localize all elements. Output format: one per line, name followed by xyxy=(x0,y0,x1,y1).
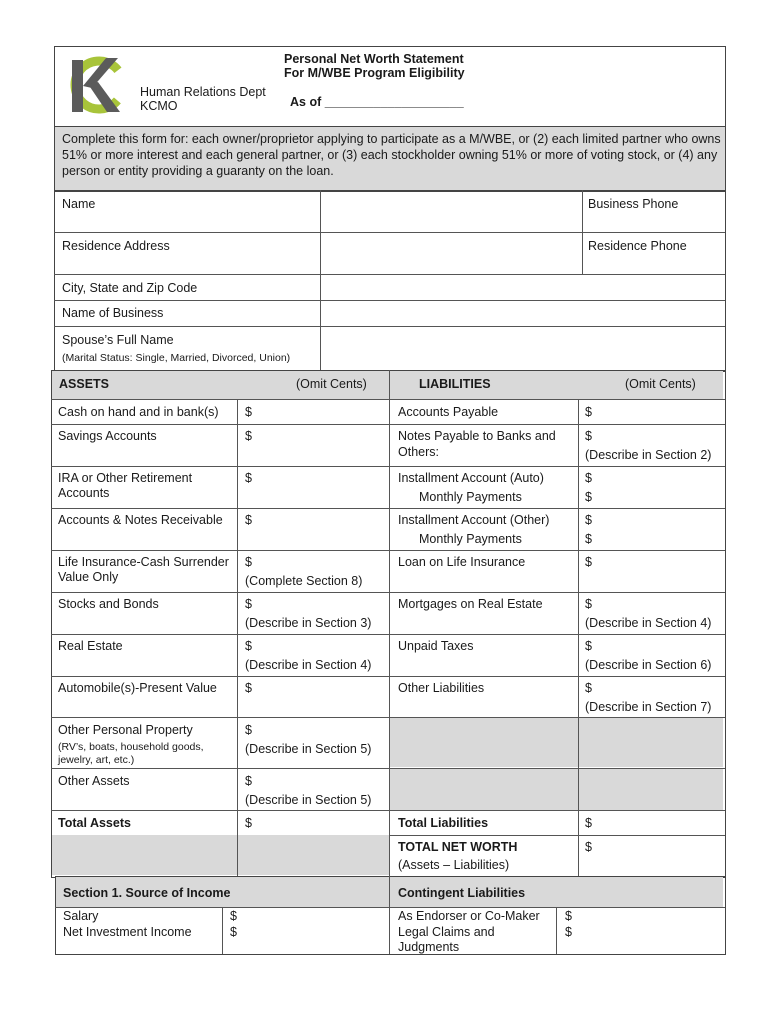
assets-omit-cents: (Omit Cents) xyxy=(296,377,367,391)
installment-auto-label: Installment Account (Auto) xyxy=(398,471,544,485)
cash-amount[interactable]: $ xyxy=(245,405,252,419)
legal-claims-amount[interactable]: $ xyxy=(565,925,572,939)
assets-blank-1 xyxy=(52,835,237,875)
instructions-text: Complete this form for: each owner/proprietor applying to participate as a M/WBE, or (2) each limited partner who owns 51% or more interest and each general partner, or (3) each stockholder owning 51% or more of voting stock, or (4) any person or entity providing a guaranty on the loan. xyxy=(62,132,721,178)
other-assets-label: Other Assets xyxy=(58,774,130,788)
other-personal-property-note: (Describe in Section 5) xyxy=(245,742,372,756)
marital-status-note: (Marital Status: Single, Married, Divorced, Union) xyxy=(62,352,291,364)
section1-title: Section 1. Source of Income xyxy=(63,886,231,900)
net-worth-label: TOTAL NET WORTH xyxy=(398,840,518,854)
liabilities-blank-3 xyxy=(390,768,578,810)
assets-blank-2 xyxy=(238,835,389,875)
notes-payable-label-1: Notes Payable to Banks and xyxy=(398,429,556,443)
notes-payable-label-2: Others: xyxy=(398,445,439,459)
real-estate-label: Real Estate xyxy=(58,639,123,653)
stocks-amount[interactable]: $ xyxy=(245,597,252,611)
form-subtitle: For M/WBE Program Eligibility xyxy=(284,66,465,80)
net-worth-amount[interactable]: $ xyxy=(585,840,592,854)
savings-amount[interactable]: $ xyxy=(245,429,252,443)
unpaid-taxes-amount[interactable]: $ xyxy=(585,639,592,653)
other-liabilities-amount[interactable]: $ xyxy=(585,681,592,695)
installment-other-amount[interactable]: $ xyxy=(585,513,592,527)
life-insurance-note: (Complete Section 8) xyxy=(245,574,363,588)
notes-payable-amount[interactable]: $ xyxy=(585,429,592,443)
ira-amount[interactable]: $ xyxy=(245,471,252,485)
liabilities-blank-2 xyxy=(579,717,723,767)
total-liabilities-amount[interactable]: $ xyxy=(585,816,592,830)
business-name-input[interactable] xyxy=(322,302,722,324)
automobile-amount[interactable]: $ xyxy=(245,681,252,695)
receivable-amount[interactable]: $ xyxy=(245,513,252,527)
real-estate-amount[interactable]: $ xyxy=(245,639,252,653)
mortgages-amount[interactable]: $ xyxy=(585,597,592,611)
receivable-label: Accounts & Notes Receivable xyxy=(58,513,223,527)
salary-amount[interactable]: $ xyxy=(230,909,237,923)
installment-other-label: Installment Account (Other) xyxy=(398,513,550,527)
form-title: Personal Net Worth Statement xyxy=(284,52,464,66)
liabilities-blank-1 xyxy=(390,717,578,767)
loan-life-insurance-label: Loan on Life Insurance xyxy=(398,555,526,569)
business-name-label: Name of Business xyxy=(62,306,164,320)
total-assets-amount[interactable]: $ xyxy=(245,816,252,830)
assets-title: ASSETS xyxy=(59,377,110,391)
ira-label-2: Accounts xyxy=(58,486,110,500)
city-label: KCMO xyxy=(140,99,178,113)
installment-other-monthly-amount[interactable]: $ xyxy=(585,532,592,546)
stocks-note: (Describe in Section 3) xyxy=(245,616,372,630)
city-state-zip-label: City, State and Zip Code xyxy=(62,281,198,295)
residence-address-label: Residence Address xyxy=(62,239,170,253)
other-personal-property-sublabel: (RV’s, boats, household goods, jewelry, art, etc.) xyxy=(58,741,204,766)
life-insurance-amount[interactable]: $ xyxy=(245,555,252,569)
endorser-amount[interactable]: $ xyxy=(565,909,572,923)
ira-label-1: IRA or Other Retirement xyxy=(58,471,193,485)
installment-auto-amount[interactable]: $ xyxy=(585,471,592,485)
mortgages-label: Mortgages on Real Estate xyxy=(398,597,543,611)
contingent-title: Contingent Liabilities xyxy=(398,886,526,900)
other-personal-property-label: Other Personal Property xyxy=(58,723,193,737)
name-input[interactable] xyxy=(322,192,580,230)
unpaid-taxes-label: Unpaid Taxes xyxy=(398,639,474,653)
accounts-payable-amount[interactable]: $ xyxy=(585,405,592,419)
investment-income-amount[interactable]: $ xyxy=(230,925,237,939)
dept-label: Human Relations Dept xyxy=(140,85,266,99)
business-phone-label: Business Phone xyxy=(588,197,679,211)
savings-label: Savings Accounts xyxy=(58,429,157,443)
accounts-payable-label: Accounts Payable xyxy=(398,405,499,419)
liabilities-blank-4 xyxy=(579,768,723,810)
installment-auto-monthly-label: Monthly Payments xyxy=(419,490,522,504)
kcmo-logo xyxy=(64,52,130,118)
residence-phone-label: Residence Phone xyxy=(588,239,687,253)
life-insurance-label-2: Value Only xyxy=(58,570,119,584)
unpaid-taxes-note: (Describe in Section 6) xyxy=(585,658,712,672)
other-liabilities-label: Other Liabilities xyxy=(398,681,485,695)
spouse-name-label: Spouse’s Full Name xyxy=(62,333,174,347)
legal-claims-label-1: Legal Claims and xyxy=(398,925,495,939)
cash-label: Cash on hand and in bank(s) xyxy=(58,405,219,419)
installment-other-monthly-label: Monthly Payments xyxy=(419,532,522,546)
spouse-name-input[interactable] xyxy=(322,328,722,368)
other-assets-amount[interactable]: $ xyxy=(245,774,252,788)
automobile-label: Automobile(s)-Present Value xyxy=(58,681,217,695)
liabilities-omit-cents: (Omit Cents) xyxy=(625,377,696,391)
installment-auto-monthly-amount[interactable]: $ xyxy=(585,490,592,504)
net-worth-sublabel: (Assets – Liabilities) xyxy=(398,858,510,872)
notes-payable-note: (Describe in Section 2) xyxy=(585,448,712,462)
legal-claims-label-2: Judgments xyxy=(398,940,460,954)
stocks-label: Stocks and Bonds xyxy=(58,597,159,611)
as-of-field[interactable]: As of ____________________ xyxy=(290,95,464,109)
liabilities-title: LIABILITIES xyxy=(419,377,491,391)
other-personal-property-amount[interactable]: $ xyxy=(245,723,252,737)
real-estate-note: (Describe in Section 4) xyxy=(245,658,372,672)
name-label: Name xyxy=(62,197,96,211)
mortgages-note: (Describe in Section 4) xyxy=(585,616,712,630)
total-liabilities-label: Total Liabilities xyxy=(398,816,489,830)
loan-life-insurance-amount[interactable]: $ xyxy=(585,555,592,569)
investment-income-label: Net Investment Income xyxy=(63,925,192,939)
residence-address-input[interactable] xyxy=(322,234,580,272)
other-liabilities-note: (Describe in Section 7) xyxy=(585,700,712,714)
total-assets-label: Total Assets xyxy=(58,816,131,830)
other-assets-note: (Describe in Section 5) xyxy=(245,793,372,807)
endorser-label: As Endorser or Co-Maker xyxy=(398,909,540,923)
salary-label: Salary xyxy=(63,909,99,923)
life-insurance-label-1: Life Insurance-Cash Surrender xyxy=(58,555,229,569)
city-state-zip-input[interactable] xyxy=(322,276,722,298)
